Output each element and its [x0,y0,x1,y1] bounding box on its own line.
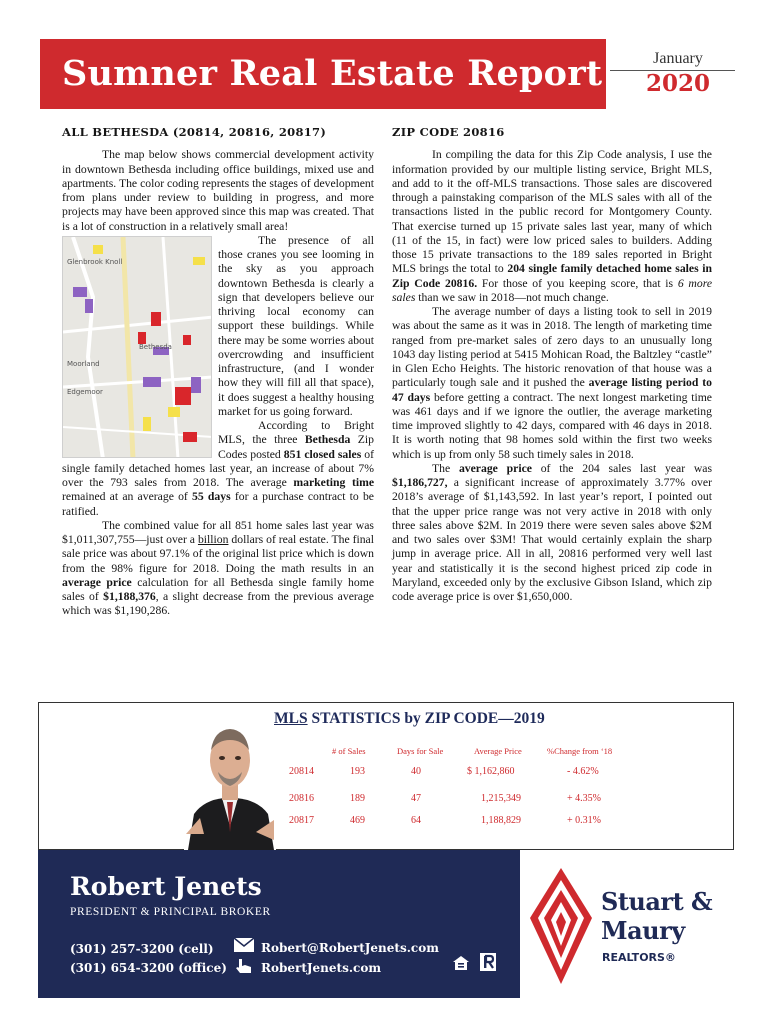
stats-title-mls: MLS [274,710,308,727]
right-p1-e: than we saw in 2018—not much change. [415,290,609,304]
envelope-icon [233,937,255,953]
right-paragraph-1 [392,148,712,305]
left-paragraph-4 [62,519,374,619]
left-p3-e: of single family detached homes last year, an increase of about 7% over the 793 sales from 2018. The average [62,447,375,489]
header-average-price: Average Price [474,746,522,756]
left-p1-text: The map below shows commercial development activity in downtown Bethesda including office buildings, mixed use and apartments. The color coding represents the stages of development from plans under review to building in progress, and more projects may have been approved since this map was created. That is a lot of construction in a relatively small area! [62,148,374,233]
left-p3-closed-sales: 851 closed sales [283,447,362,461]
row-20814-sales: 193 [350,766,365,777]
row-20816-price: 1,215,349 [481,793,521,804]
agent-role: PRESIDENT & PRINCIPAL BROKER [70,906,271,918]
left-p4-c: dollars of real estate. The final sale price was about 97.1% of the original list price which is down from the 98% figure for 2018. Doing the math results in an [62,533,374,575]
right-paragraph-3 [392,462,712,605]
right-paragraph-2 [392,305,712,462]
map-label-moorland: Moorland [67,359,100,368]
right-p3-e: a significant increase of approximately 3.77% over 2018’s average of $1,143,592. In last year’s report, I pointed out that the upper price range was not very active in 2018 with only three sales above $2M. In 2019 there were seven sales above $2M and two sales over $3M! That would certainly explain the sharp jump in average price. All in all, 20816 performed very well last year and statistically it is the second highest priced zip code in Maryland, exceeded only by the exclusive Gibson Island, which zip code average price is over $1,650,000. [392,476,712,603]
stats-title-rest: STATISTICS by ZIP CODE—2019 [307,710,545,727]
row-20814-change: - 4.62% [567,766,599,777]
email-link[interactable]: Robert@RobertJenets.com [261,941,439,955]
right-p2-c: before getting a contract. The next longest marketing time was 461 days and if we ignore the outlier, the average marketing time improved slightly to 42 days, compared with 46 days in 2018. It is worth noting that 98 homes sold within the first two weeks which is up from only 58 such timely sales in 2018. [392,390,712,461]
row-20817-zip: 20817 [289,815,314,826]
left-p3-bethesda: Bethesda [304,433,351,447]
portrait-graphic [184,714,276,850]
left-p3-days: 55 days [192,490,231,504]
map-graphic [63,237,212,458]
row-20814-price: $ 1,162,860 [467,766,515,777]
right-p3-price-value: $1,186,727, [392,476,448,489]
map-label-glenbrook: Glenbrook Knoll [67,257,123,266]
map-label-bethesda: Bethesda [139,342,172,351]
header-change: %Change from ‘18 [547,746,613,756]
left-paragraph-1 [62,148,374,234]
logo-stuart: Stuart & [601,887,713,916]
left-p3-i: for a purchase contract to be ratified. [62,490,374,518]
bethesda-development-map [62,236,212,458]
right-p2-a: The average number of days a listing took to sell in 2019 was about the same as it was in 2018. The length of marketing time ranged from pre-market sales of zero days to an unusually long 1043 day listing period at 5415 Mohican Road, the Baltzley “castle” in Glen Echo Heights. The historic renovation of that house was a particularly tough sale and it pushed the [392,305,712,390]
right-p2-listing-period: average listing period to 47 days [392,376,712,404]
right-p1-total-sales: 204 single family detached home sales in Zip Code 20816. [392,262,712,290]
left-p4-g: , a slight decrease from the previous average which was $1,190,286. [62,590,374,618]
logo-realtors: REALTORS® [602,951,676,964]
row-20816-sales: 189 [350,793,365,804]
realtor-r-icon [480,953,496,971]
right-p1-c: For those of you keeping score, that is [477,276,678,290]
right-column [392,125,712,604]
row-20817-change: + 0.31% [567,815,601,826]
row-20817-days: 64 [411,815,421,826]
row-20816-days: 47 [411,793,421,804]
agent-portrait [184,714,276,850]
stats-title [274,710,634,728]
logo-maury: Maury [601,916,685,945]
pointer-hand-icon [233,958,255,974]
left-p4-average-price: average price [62,575,132,589]
left-heading: ALL BETHESDA (20814, 20816, 20817) [62,125,327,139]
equal-housing-icon [452,955,470,971]
left-p4-billion: billion [197,533,229,546]
header-days-for-sale: Days for Sale [397,746,444,756]
left-p3-marketing-time: marketing time [293,476,375,489]
website-link[interactable]: RobertJenets.com [261,961,382,975]
report-title: Sumner Real Estate Report [40,39,606,109]
left-column [62,125,374,619]
right-p3-average-price: average price [458,461,532,475]
left-p3-a: According to Bright MLS, the three [218,419,374,447]
left-p2-text: The presence of all those cranes you see looming in the sky as you approach downtown Bethesda is clearly a sign that developers believe our thriving local economy can support these buildings. While there may be some worries about overcrowding and insufficient infrastructure, (and I wonder how they will fill all that space), it does suggest a healthy housing market for us going forward. [218,233,374,418]
left-p4-a: The combined value for all 851 home sales last year was $1,011,307,755—just over a [62,518,374,546]
right-p3-a: The [432,461,459,475]
flame-logo-icon [528,866,594,986]
left-p4-price-value: $1,188,376 [103,590,156,603]
report-month: January [653,50,703,67]
row-20814-days: 40 [411,766,421,777]
right-p3-c: of the 204 sales last year was [531,461,713,475]
cell-phone[interactable]: (301) 257-3200 (cell) [70,942,214,956]
left-p3-g: remained at an average of [62,490,193,504]
office-phone[interactable]: (301) 654-3200 (office) [70,961,227,975]
left-p3-c: Zip Codes posted [218,433,374,461]
report-year: 2020 [645,70,710,97]
row-20817-price: 1,188,829 [481,815,521,826]
row-20817-sales: 469 [350,815,365,826]
row-20814-zip: 20814 [289,766,314,777]
right-p1-more-sales: 6 more sales [392,276,713,304]
agent-name: Robert Jenets [70,872,262,901]
row-20816-zip: 20816 [289,793,314,804]
left-p4-e: calculation for all Bethesda single family home sales of [62,575,375,603]
row-20816-change: + 4.35% [567,793,601,804]
right-heading: ZIP CODE 20816 [392,125,505,139]
header-num-sales: # of Sales [332,746,366,756]
right-p1-a: In compiling the data for this Zip Code analysis, I use the information provided by our multiple listing service, Bright MLS, and add to it the off-MLS transactions. Those sales are discovered through a painstaking comparison of the MLS sales with all of the transactions listed in the public record for Montgomery County. That exercise turned up 15 private sales last year, many of which (11 of the 15, in fact) were low priced sales to builders. Adding those 15 private transactions to the 189 sales reported in Bright MLS brings the total to [392,148,712,276]
map-label-edgemoor: Edgemoor [67,387,103,396]
